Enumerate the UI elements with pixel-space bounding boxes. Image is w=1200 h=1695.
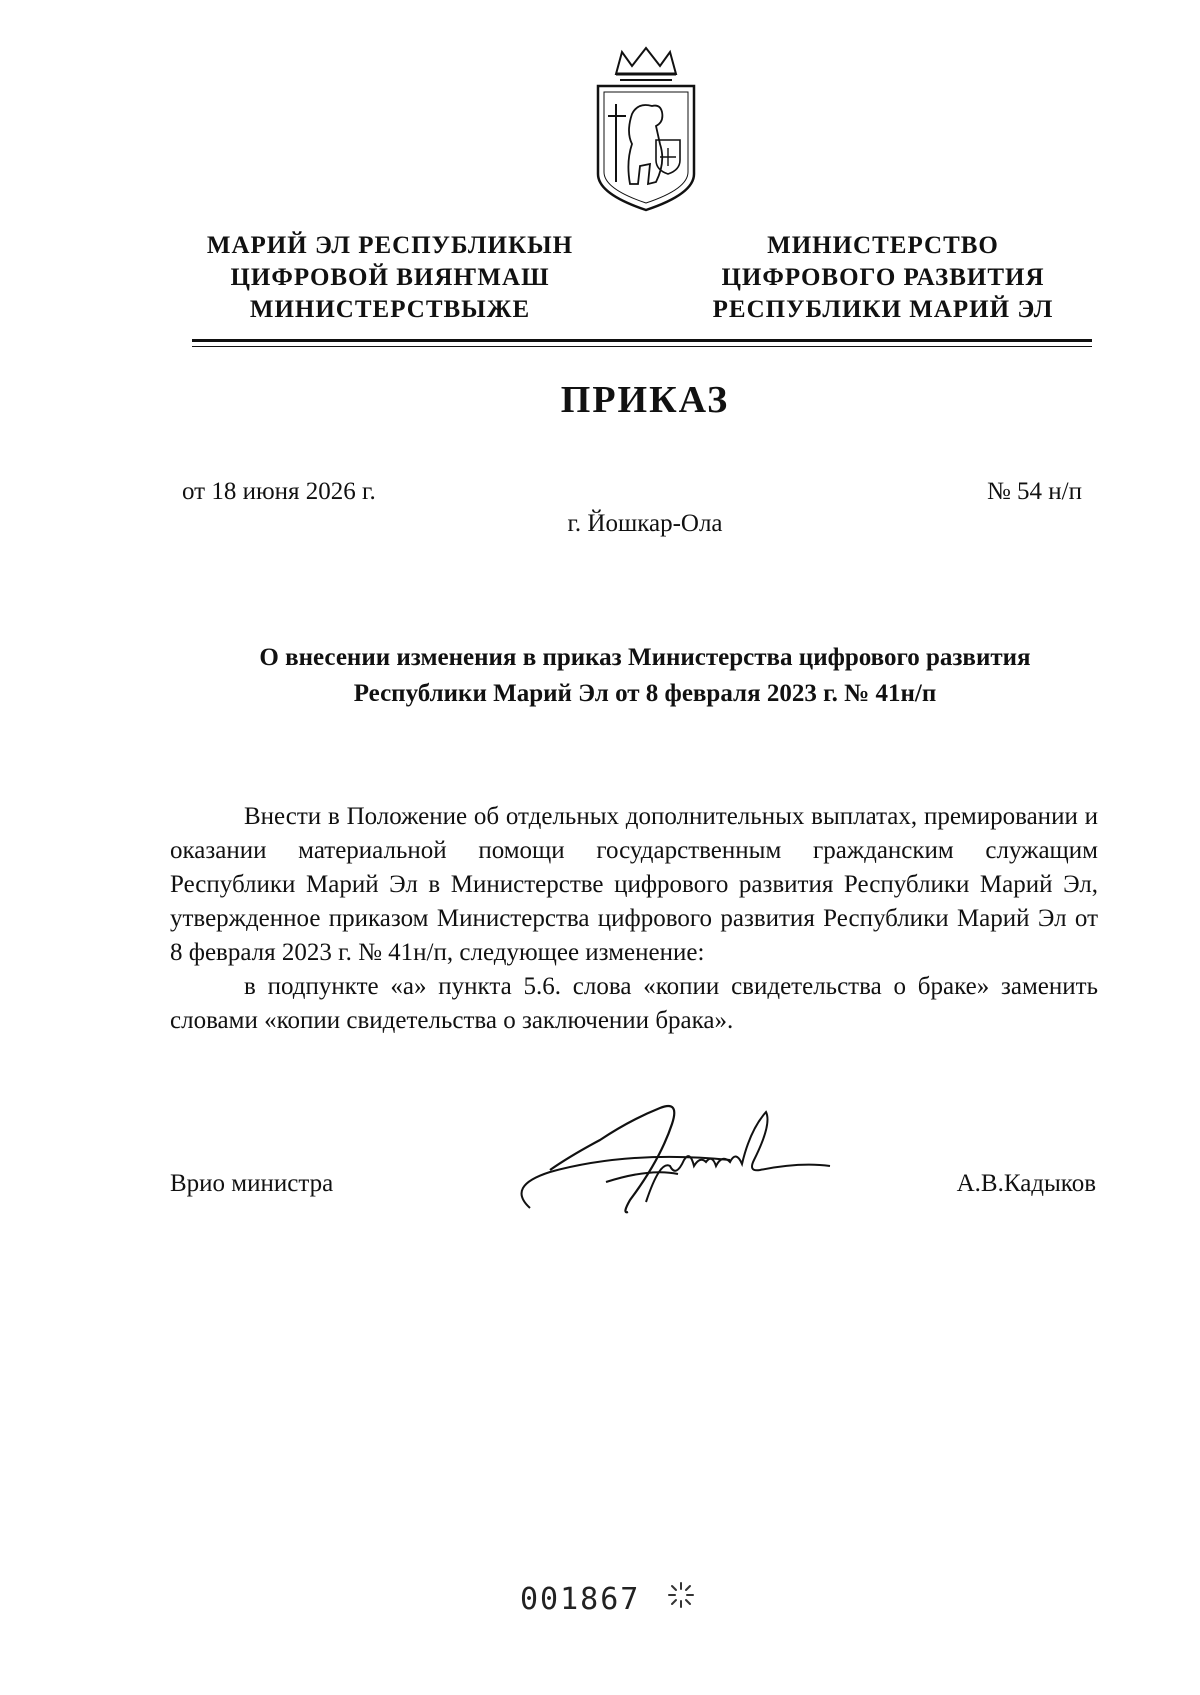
document-serial-number: 001867 bbox=[520, 1582, 641, 1617]
document-type-title: ПРИКАЗ bbox=[560, 379, 730, 421]
document-date: от 18 июня 2026 г. bbox=[182, 478, 376, 505]
header-right-line2: ЦИФРОВОГО РАЗВИТИЯ bbox=[721, 264, 1045, 291]
stamp-mark-icon bbox=[666, 1580, 696, 1610]
signatory-position: Врио министра bbox=[170, 1170, 334, 1197]
body-paragraph-2: в подпункте «а» пункта 5.6. слова «копии свидетельства о браке» заменить словами «копии свидетельства о заключении брака». bbox=[170, 973, 1098, 1034]
header-divider-thick bbox=[192, 339, 1092, 342]
body-paragraph-1: Внести в Положение об отдельных дополнительных выплатах, премировании и оказании материальной помощи государственным гражданским служащим Республики Марий Эл в Министерстве цифрового развития Республики Марий Эл, утвержденное приказом Министерства цифрового развития Республики Марий Эл от 8 февраля 2023 г. № 41н/п, следующее изменение: bbox=[170, 803, 1098, 966]
coat-of-arms-icon bbox=[586, 44, 706, 214]
subject-line1: О внесении изменения в приказ Министерства цифрового развития bbox=[259, 644, 1031, 671]
document-subject bbox=[150, 640, 1140, 712]
signatory-name: А.В.Кадыков bbox=[956, 1170, 1096, 1197]
header-left bbox=[170, 230, 610, 326]
header-right bbox=[668, 230, 1098, 326]
header-left-line2: ЦИФРОВОЙ ВИЯҤМАШ bbox=[230, 264, 550, 291]
header-left-line1: МАРИЙ ЭЛ РЕСПУБЛИКЫН bbox=[206, 232, 574, 259]
header-left-line3: МИНИСТЕРСТВЫЖЕ bbox=[249, 296, 531, 323]
handwritten-signature-icon bbox=[510, 1090, 840, 1220]
header-right-line1: МИНИСТЕРСТВО bbox=[767, 232, 999, 259]
document-body bbox=[170, 800, 1098, 1038]
document-number: № 54 н/п bbox=[986, 478, 1082, 505]
header-right-line3: РЕСПУБЛИКИ МАРИЙ ЭЛ bbox=[712, 296, 1054, 323]
header-divider-thin bbox=[192, 346, 1092, 347]
document-city: г. Йошкар-Ола bbox=[567, 510, 723, 537]
subject-line2: Республики Марий Эл от 8 февраля 2023 г. № 41н/п bbox=[353, 680, 937, 707]
